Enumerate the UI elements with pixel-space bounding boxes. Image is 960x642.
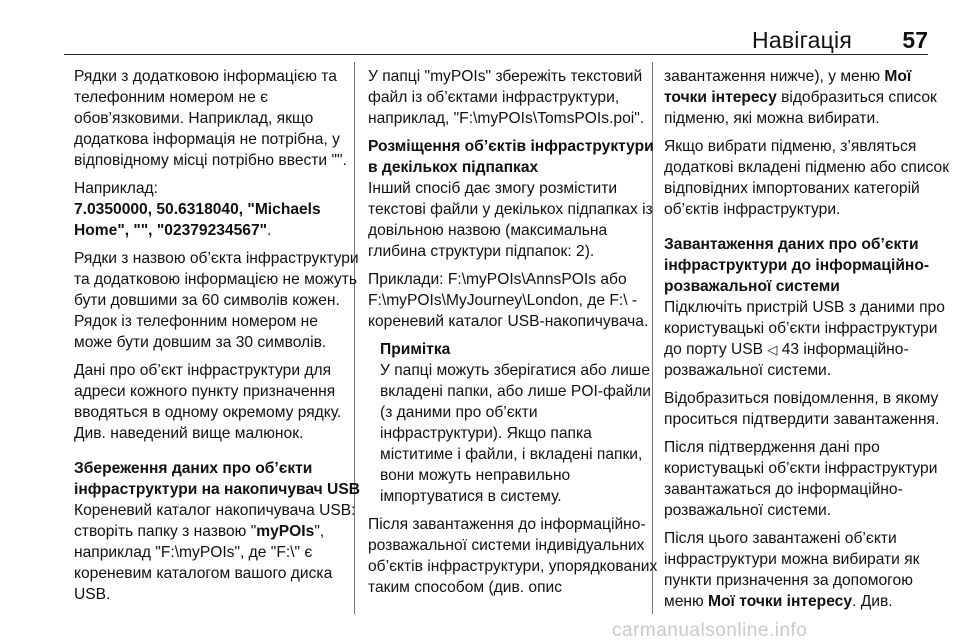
paragraph <box>664 297 956 381</box>
paragraph: Після завантаження до інформаційно-розважальної системи індивідуальних об’єктів інфраструктури, упорядкованих таким способом (див. опис <box>368 516 658 596</box>
example-end: . <box>267 222 272 239</box>
header-divider <box>64 54 928 55</box>
example-paragraph <box>74 178 360 241</box>
paragraph: У папці "myPOIs" збережіть текстовий файл із об’єктами інфраструктури, наприклад, "F:\myPOIs\TomsPOIs.poi". <box>368 68 645 127</box>
column-2 <box>368 66 658 605</box>
page-reference-icon: ◁ <box>767 342 778 357</box>
example-label: Наприклад: <box>74 180 158 197</box>
folder-name: myPOIs <box>256 523 315 540</box>
paragraph: Інший спосіб дає змогу розмістити текстові файли у декількох підпапках із довільною назвою (максимальна глибина структури підпапок: 2). <box>368 180 653 260</box>
example-text: 7.0350000, 50.6318040, "Michaels Home", "", "02379234567" <box>74 201 321 239</box>
section-heading: Збереження даних про об’єкти інфраструктури на накопичувач USB <box>74 460 360 498</box>
section-heading: Розміщення об’єктів інфраструктури в декількох підпапках <box>368 138 654 176</box>
paragraph: Після підтвердження дані про користувацькі об’єкти інфраструктури завантажаться до інформаційно-розважальної системи. <box>664 439 938 519</box>
menu-name: Мої точки інтересу <box>664 68 912 106</box>
paragraph: Якщо вибрати підменю, з’являться додаткові вкладені підменю або список відповідних імпортованих категорій об’єктів інфраструктури. <box>664 138 950 218</box>
column-1 <box>74 66 360 612</box>
note-text: У папці можуть зберігатися або лише вкладені папки, або лише POI-файли (з даними про об’єкти інфраструктури). Якщо папка міститиме і файли, і вкладені папки, вони можуть неправильно імпортуватися в систему. <box>380 362 652 505</box>
text: Підключіть пристрій USB з даними про користувацькі об’єкти інфраструктури до порту USB <box>664 299 945 358</box>
paragraph <box>664 66 956 129</box>
text: завантаження нижче), у меню <box>664 68 885 85</box>
text: Кореневий каталог накопичувача USB: створіть папку з назвою " <box>74 502 356 540</box>
note-box <box>380 339 658 507</box>
paragraph: Відобразиться повідомлення, в якому проситься підтвердити завантаження. <box>664 390 940 428</box>
paragraph: Рядки з назвою об’єкта інфраструктури та додатковою інформацією не можуть бути довшими за 60 символів кожен. Рядок із телефонним номером не може бути довшим за 30 символів. <box>74 250 359 351</box>
column-3 <box>664 66 956 619</box>
menu-name: Мої точки інтересу <box>708 593 853 610</box>
section-heading: Завантаження даних про об’єкти інфраструктури до інформаційно-розважальної системи <box>664 236 930 295</box>
text: 43 інформаційно-розважальної системи. <box>664 341 909 379</box>
page-number: 57 <box>902 27 928 53</box>
text: . Див. <box>852 593 893 610</box>
note-title: Примітка <box>380 341 451 358</box>
page-header <box>0 0 960 54</box>
paragraph: Рядки з додатковою інформацією та телефонним номером не є обов’язковими. Наприклад, якщо додаткова інформація не потрібна, у відповідному місці потрібно ввести "". <box>74 68 347 169</box>
paragraph: Приклади: F:\myPOIs\AnnsPOIs або F:\myPOIs\MyJourney\London, де F:\ - кореневий каталог USB-накопичувача. <box>368 271 649 330</box>
watermark: carmanualsonline.info <box>612 620 808 641</box>
text: відобразиться список підменю, які можна вибирати. <box>664 89 937 127</box>
text: Після цього завантажені об’єкти інфраструктури можна вибирати як пункти призначення за допомогою меню <box>664 530 920 610</box>
paragraph <box>74 500 360 605</box>
paragraph <box>664 528 956 612</box>
text: ", наприклад "F:\myPOIs", де "F:\" є кореневим каталогом вашого диска USB. <box>74 523 333 603</box>
section-title: Навігація <box>752 27 852 53</box>
paragraph: Дані про об’єкт інфраструктури для адреси кожного пункту призначення вводяться в одному окремому рядку. Див. наведений вище малюнок. <box>74 362 342 442</box>
